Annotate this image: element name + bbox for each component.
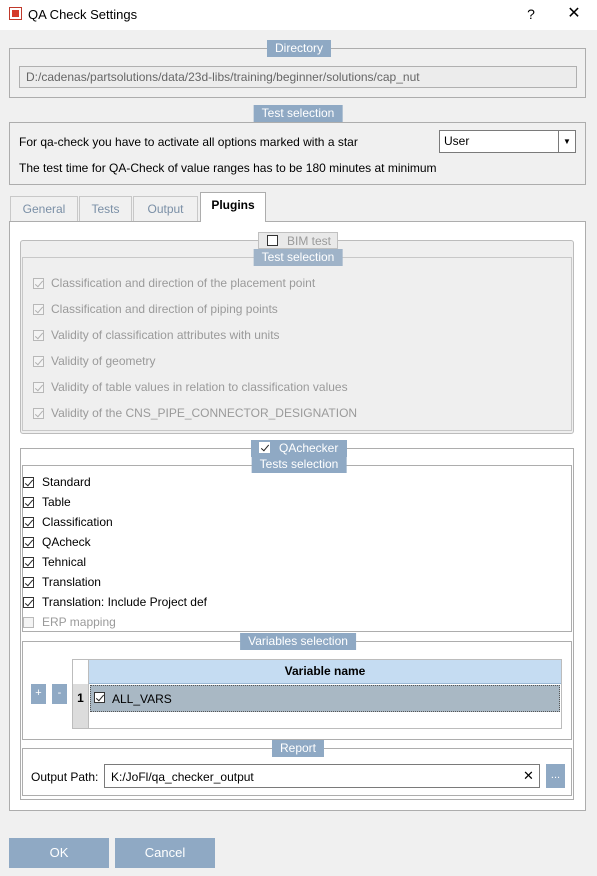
tab-output[interactable]: Output	[133, 196, 198, 222]
tab-tests[interactable]: Tests	[79, 196, 132, 222]
remove-variable-button[interactable]: -	[52, 684, 67, 704]
clear-icon[interactable]: ✕	[523, 768, 534, 783]
output-path-input[interactable]	[104, 764, 540, 788]
app-icon	[9, 7, 22, 20]
test-checkbox-0[interactable]	[23, 477, 34, 488]
option-label: Validity of geometry	[51, 354, 156, 368]
test-checkbox-3[interactable]	[23, 537, 34, 548]
tab-general[interactable]: General	[10, 196, 78, 222]
help-button[interactable]: ?	[527, 6, 535, 22]
checkbox-bim-items-1[interactable]	[33, 304, 44, 315]
table-row[interactable]	[90, 685, 560, 712]
test-label: Classification	[42, 515, 113, 529]
output-path-value: K:/JoFl/qa_checker_output	[111, 770, 254, 784]
test-label: Translation: Include Project def	[42, 595, 207, 609]
checkbox-bim-items-0[interactable]	[33, 278, 44, 289]
test-selection-legend: Test selection	[254, 105, 343, 122]
qachecker-label: QAchecker	[279, 441, 339, 455]
test-label: ERP mapping	[42, 615, 116, 629]
cancel-button[interactable]: Cancel	[115, 838, 215, 868]
ok-button[interactable]: OK	[9, 838, 109, 868]
row-index[interactable]: 1	[73, 684, 89, 728]
table-corner	[73, 660, 89, 684]
bim-test-checkbox[interactable]	[267, 235, 278, 246]
option-label: Validity of classification attributes with units	[51, 328, 280, 342]
test-checkbox-4[interactable]	[23, 557, 34, 568]
variable-checkbox[interactable]	[94, 692, 105, 703]
test-label: QAcheck	[42, 535, 91, 549]
checkbox-bim-items-2[interactable]	[33, 330, 44, 341]
report-legend: Report	[272, 740, 324, 757]
variable-name: ALL_VARS	[112, 692, 172, 706]
test-checkbox-5[interactable]	[23, 577, 34, 588]
qachecker-legend	[251, 440, 347, 457]
option-label: Validity of the CNS_PIPE_CONNECTOR_DESIGNATION	[51, 406, 358, 420]
add-variable-button[interactable]: +	[31, 684, 46, 704]
variables-legend: Variables selection	[240, 633, 356, 650]
profile-combo-value: User	[444, 134, 470, 148]
profile-combo[interactable]	[439, 130, 576, 153]
test-label: Standard	[42, 475, 91, 489]
test-label: Tehnical	[42, 555, 87, 569]
test-label: Translation	[42, 575, 101, 589]
variables-table	[72, 659, 562, 729]
test-checkbox-2[interactable]	[23, 517, 34, 528]
directory-field[interactable]: D:/cadenas/partsolutions/data/23d-libs/training/beginner/solutions/cap_nut	[19, 66, 577, 88]
chevron-down-icon[interactable]: ▼	[558, 131, 575, 152]
qachecker-checkbox[interactable]	[259, 442, 270, 453]
tab-plugins[interactable]: Plugins	[200, 192, 266, 222]
test-checkbox-7[interactable]	[23, 617, 34, 628]
variable-name-header[interactable]: Variable name	[89, 660, 561, 684]
browse-button[interactable]: ...	[546, 764, 565, 788]
option-label: Classification and direction of piping points	[51, 302, 278, 316]
test-checkbox-1[interactable]	[23, 497, 34, 508]
test-label: Table	[42, 495, 71, 509]
option-label: Classification and direction of the placement point	[51, 276, 316, 290]
output-path-label: Output Path:	[31, 770, 99, 784]
test-selection-instruction: For qa-check you have to activate all options marked with a star	[19, 135, 358, 149]
bim-legend	[258, 232, 338, 249]
checkbox-bim-items-3[interactable]	[33, 356, 44, 367]
checkbox-bim-items-5[interactable]	[33, 408, 44, 419]
checkbox-bim-items-4[interactable]	[33, 382, 44, 393]
close-button[interactable]: ✕	[567, 5, 581, 22]
option-label: Validity of table values in relation to classification values	[51, 380, 348, 394]
test-time-note: The test time for QA-Check of value ranges has to be 180 minutes at minimum	[19, 161, 437, 175]
window-title: QA Check Settings	[28, 7, 138, 22]
bim-test-selection-legend: Test selection	[254, 249, 343, 266]
tests-selection-legend: Tests selection	[252, 456, 347, 473]
bim-test-label: BIM test	[287, 234, 332, 248]
test-checkbox-6[interactable]	[23, 597, 34, 608]
directory-legend: Directory	[267, 40, 331, 57]
